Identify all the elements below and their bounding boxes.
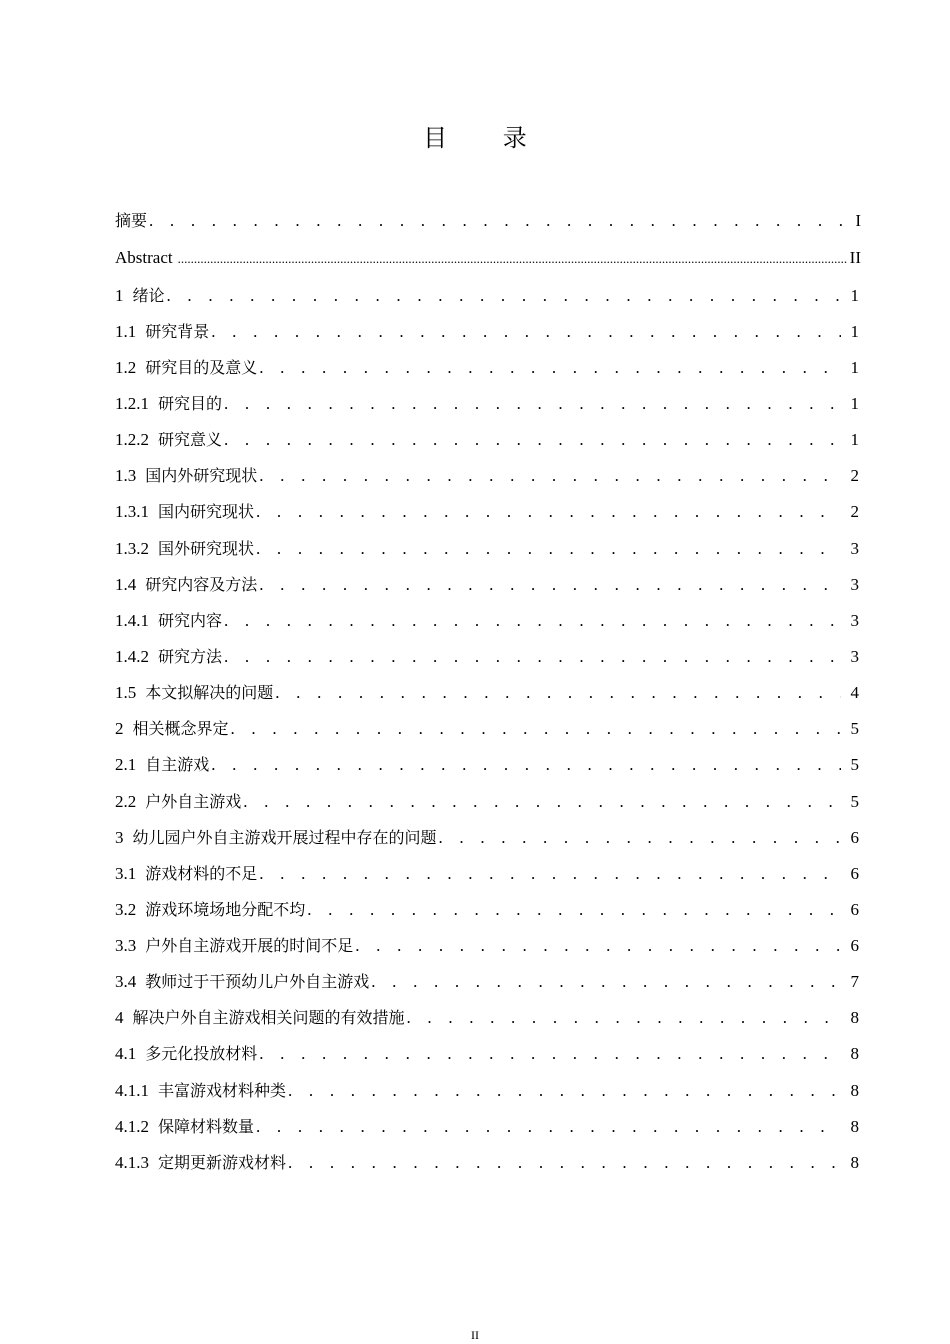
toc-dot-leader [256,539,841,559]
toc-entry[interactable] [115,536,861,559]
toc-entry-number: 1.3.2 [115,539,149,558]
toc-entry[interactable] [115,319,861,342]
toc-entry-page: 1 [850,430,859,449]
toc-entry-label [115,680,273,703]
toc-entry-title: 相关概念界定 [132,719,229,738]
toc-entry[interactable] [115,1114,861,1137]
toc-entry-label [115,536,254,559]
toc-entry-number: 1.2 [115,358,137,377]
toc-entry-page: 1 [850,394,859,413]
toc-entry-number: 1.4 [115,575,137,594]
toc-entry-title: 国外研究现状 [158,539,255,558]
toc-entry-label [115,499,254,522]
toc-entry[interactable] [115,716,861,739]
toc-entry-page: 4 [850,683,859,702]
toc-dot-leader [259,1044,841,1064]
toc-entry-number: 1.5 [115,683,137,702]
toc-entry-label [115,355,257,378]
toc-entry-page: 8 [850,1117,859,1136]
toc-dot-leader [407,1008,841,1028]
toc-entry-number: 4 [115,1008,124,1027]
toc-dot-leader [178,251,847,267]
toc-entry-number: 1.4.2 [115,647,149,666]
toc-dot-leader [224,611,841,631]
toc-dot-leader [224,647,841,667]
toc-dot-leader [275,683,841,703]
toc-entry-label [115,463,257,486]
toc-entry-number: 3.1 [115,864,137,883]
toc-entry[interactable] [115,391,861,414]
toc-entry-number: 1.2.2 [115,430,149,449]
toc-entry-page: 6 [850,828,859,847]
toc-entry[interactable] [115,789,861,812]
toc-entry-label [115,861,257,884]
toc-entry[interactable] [115,969,861,992]
toc-entry-label [115,208,147,231]
toc-entry-title: 游戏材料的不足 [145,864,258,883]
toc-entry-page: 1 [850,286,859,305]
toc-entry-label [115,752,209,775]
toc-entry-page: 3 [850,575,859,594]
page-title: 目 录 [423,124,551,152]
toc-entry-number: 1 [115,286,124,305]
toc-entry-label [115,825,437,848]
toc-entry[interactable] [115,1005,861,1028]
toc-entry-label [115,897,305,920]
toc-entry-number: 4.1.3 [115,1153,149,1172]
toc-entry-title: 保障材料数量 [158,1117,255,1136]
toc-dot-leader [224,430,841,450]
toc-entry-number: Abstract [115,248,173,267]
toc-entry-title: 教师过于干预幼儿户外自主游戏 [145,972,370,991]
toc-entry-label [115,933,353,956]
toc-entry-title: 国内研究现状 [158,502,255,521]
toc-entry-number: 4.1 [115,1044,137,1063]
toc-entry-title: 研究背景 [145,322,210,341]
toc-entry-label [115,644,222,667]
toc-dot-leader [231,719,841,739]
toc-entry-page: 5 [850,792,859,811]
toc-dot-leader [355,936,841,956]
toc-entry-title: 本文拟解决的问题 [145,683,274,702]
toc-entry[interactable] [115,208,861,231]
toc-dot-leader [211,755,841,775]
toc-entry-page: 3 [850,611,859,630]
toc-entry-title: 研究内容及方法 [145,575,258,594]
toc-entry-page: 6 [850,864,859,883]
toc-entry-label [115,1041,257,1064]
toc-entry-label [115,427,222,450]
toc-entry-title: 研究目的 [158,394,223,413]
toc-dot-leader [288,1081,841,1101]
toc-entry-title: 研究目的及意义 [145,358,258,377]
toc-entry[interactable] [115,1150,861,1173]
toc-entry-number: 4.1.2 [115,1117,149,1136]
toc-entry-title: 定期更新游戏材料 [158,1153,287,1172]
toc-entry-page: 2 [850,466,859,485]
toc-entry-number: 2.1 [115,755,137,774]
toc-dot-leader [256,1117,841,1137]
toc-entry[interactable] [115,1078,861,1101]
toc-entry-title: 研究方法 [158,647,223,666]
toc-entry-title: 解决户外自主游戏相关问题的有效措施 [132,1008,405,1027]
toc-entry-label [115,283,165,306]
toc-entry-label [115,1114,254,1137]
toc-entry-number: 1.4.1 [115,611,149,630]
toc-entry-page: 7 [850,972,859,991]
toc-entry[interactable] [115,427,861,450]
toc-entry-title: 多元化投放材料 [145,1044,258,1063]
toc-entry-number: 1.2.1 [115,394,149,413]
toc-entry[interactable] [115,1041,861,1064]
toc-entry-label [115,1005,405,1028]
toc-entry-number: 3.2 [115,900,137,919]
toc-entry[interactable] [115,644,861,667]
toc-entry-page: 3 [850,539,859,558]
toc-entry-number: 3 [115,828,124,847]
toc-entry-page: 8 [850,1008,859,1027]
toc-entry-page: 1 [850,322,859,341]
toc-dot-leader [243,792,841,812]
toc-entry[interactable] [115,248,861,268]
toc-dot-leader [256,502,841,522]
toc-dot-leader [211,322,841,342]
toc-entry-title: 国内外研究现状 [145,466,258,485]
toc-entry[interactable] [115,355,861,378]
toc-entry[interactable] [115,283,861,306]
toc-entry[interactable] [115,825,861,848]
toc-entry-page: 6 [850,936,859,955]
toc-entry-label [115,1078,286,1101]
toc-entry-label [115,969,369,992]
toc-dot-leader [371,972,841,992]
toc-entry-page: 1 [850,358,859,377]
toc-entry-number: 1.3 [115,466,137,485]
toc-entry-page: 8 [850,1153,859,1172]
toc-entry-title: 研究意义 [158,430,223,449]
toc-entry-number: 2 [115,719,124,738]
toc-entry-number: 摘要 [115,211,148,230]
toc-entry[interactable] [115,897,861,920]
toc-entry-number: 2.2 [115,792,137,811]
toc-entry[interactable] [115,933,861,956]
toc-entry[interactable] [115,608,861,631]
toc-entry-page: I [855,211,861,230]
toc-dot-leader [259,575,841,595]
footer-page-number: II [471,1328,479,1342]
toc-dot-leader [259,864,841,884]
toc-entry[interactable] [115,752,861,775]
toc-entry-label [115,572,257,595]
toc-dot-leader [288,1153,841,1173]
toc-entry-label [115,391,222,414]
toc-entry-title: 幼儿园户外自主游戏开展过程中存在的问题 [132,828,437,847]
toc-entry-title: 研究内容 [158,611,223,630]
toc-entry-label [115,789,241,812]
toc-dot-leader [224,394,841,414]
toc-dot-leader [259,466,841,486]
toc-dot-leader [167,286,841,306]
toc-dot-leader [439,828,841,848]
toc-entry-page: 8 [850,1044,859,1063]
toc-entry-label [115,248,173,268]
toc-entry-number: 1.1 [115,322,137,341]
toc-entry-title: 户外自主游戏 [145,792,242,811]
toc-entry-label [115,1150,286,1173]
toc-entry-page: 8 [850,1081,859,1100]
toc-entry-page: 5 [850,755,859,774]
toc-entry-label [115,608,222,631]
toc-entry-number: 3.3 [115,936,137,955]
toc-dot-leader [259,358,841,378]
toc-dot-leader [149,211,843,231]
toc-entry-title: 绪论 [132,286,165,305]
toc-entry[interactable] [115,463,861,486]
toc-entry-number: 3.4 [115,972,137,991]
toc-entry-number: 1.3.1 [115,502,149,521]
toc-entry[interactable] [115,499,861,522]
toc-dot-leader [307,900,841,920]
toc-entry[interactable] [115,861,861,884]
toc-entry-label [115,319,209,342]
toc-entry-page: 5 [850,719,859,738]
toc-entry-title: 丰富游戏材料种类 [158,1081,287,1100]
toc-entry[interactable] [115,572,861,595]
toc-entry-number: 4.1.1 [115,1081,149,1100]
toc-entry-page: 6 [850,900,859,919]
toc-entry[interactable] [115,680,861,703]
toc-entry-title: 自主游戏 [145,755,210,774]
toc-entry-page: 3 [850,647,859,666]
toc-entry-label [115,716,229,739]
toc-entry-page: 2 [850,502,859,521]
toc-entry-page: II [849,248,861,267]
toc-entry-title: 游戏环境场地分配不均 [145,900,306,919]
toc-entry-title: 户外自主游戏开展的时间不足 [145,936,354,955]
